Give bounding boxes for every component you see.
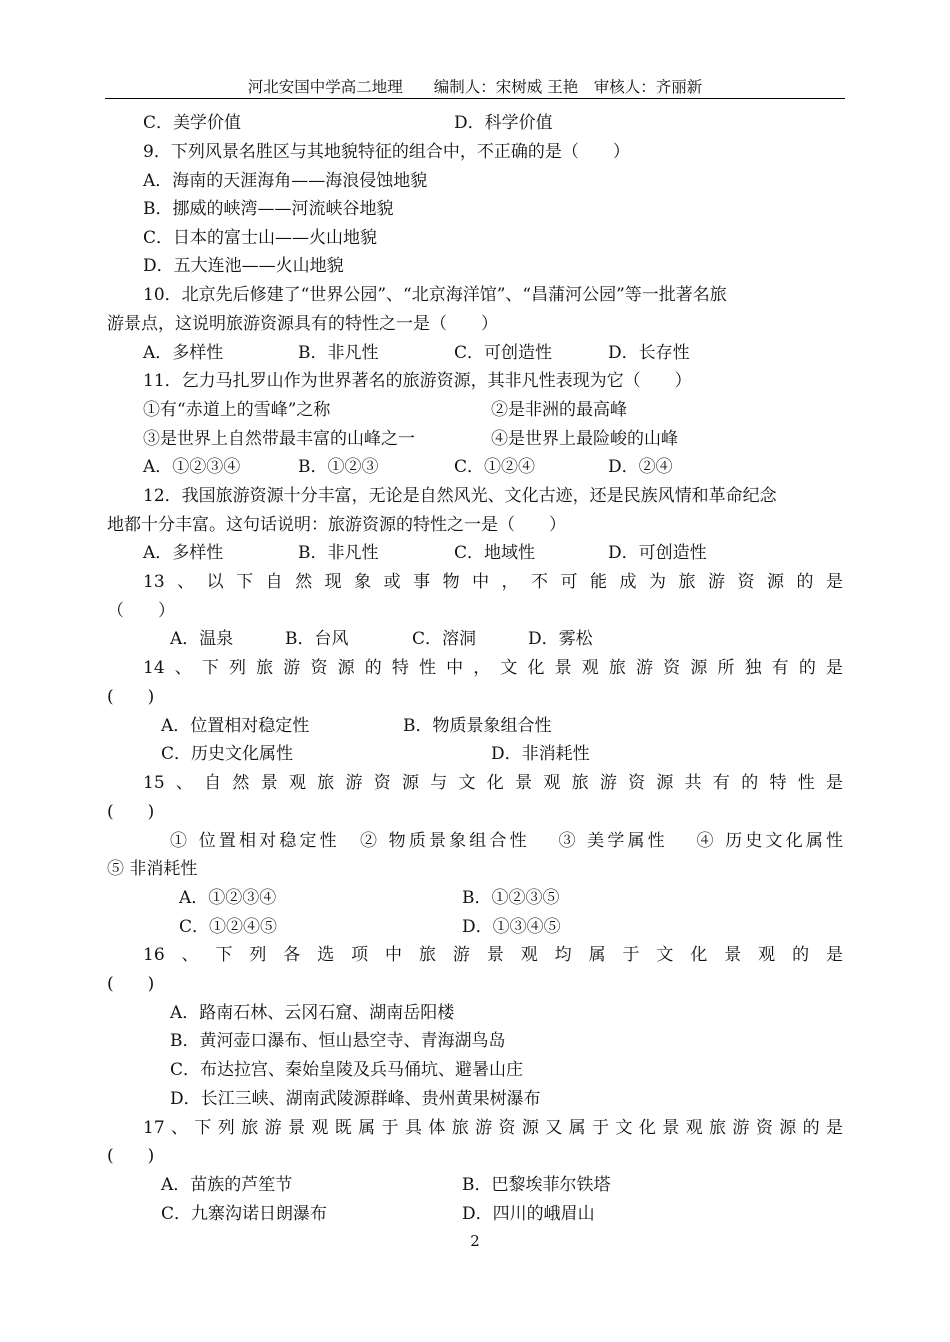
q11-item-3: ③是世界上自然带最丰富的山峰之一 <box>143 429 415 449</box>
q10-option-c: C．可创造性 <box>454 343 553 363</box>
q14-option-c: C．历史文化属性 <box>161 744 294 764</box>
q13-stem-line2: （ ） <box>107 601 175 621</box>
q11-stem: 11．乞力马扎罗山作为世界著名的旅游资源，其非凡性表现为它（ ） <box>143 371 692 391</box>
q17-option-d: D．四川的峨眉山 <box>462 1204 595 1224</box>
q9-option-d: D．五大连池——火山地貌 <box>143 256 344 276</box>
q15-option-a: A．①②③④ <box>179 888 277 908</box>
page-header: 河北安国中学高二地理 编制人：宋树威 王艳 审核人：齐丽新 <box>105 76 845 99</box>
q17-option-a: A．苗族的芦笙节 <box>161 1175 293 1195</box>
q11-option-b: B．①②③ <box>298 457 379 477</box>
q15-items-line2: ⑤ 非消耗性 <box>107 859 198 879</box>
q13-option-c: C．溶洞 <box>412 629 477 649</box>
q10-option-b: B．非凡性 <box>298 343 379 363</box>
page-number: 2 <box>470 1232 480 1250</box>
q16-stem-line1: 16、下列各选项中旅游景观均属于文化景观的是 <box>143 945 843 965</box>
q16-option-c: C．布达拉宫、秦始皇陵及兵马俑坑、避暑山庄 <box>170 1060 524 1080</box>
q16-option-a: A．路南石林、云冈石窟、湖南岳阳楼 <box>170 1003 455 1023</box>
q9-option-b: B．挪威的峡湾——河流峡谷地貌 <box>143 199 394 219</box>
q17-stem-line1: 17、下列旅游景观既属于具体旅游资源又属于文化景观旅游资源的是 <box>143 1118 843 1138</box>
q8-option-d: D．科学价值 <box>454 113 553 133</box>
q12-option-a: A．多样性 <box>143 543 224 563</box>
q9-option-c: C．日本的富士山——火山地貌 <box>143 228 378 248</box>
q14-option-a: A．位置相对稳定性 <box>161 716 310 736</box>
q11-option-d: D．②④ <box>608 457 673 477</box>
q14-stem-line2: ( ) <box>107 687 155 707</box>
q10-stem-line1: 10．北京先后修建了“世界公园”、“北京海洋馆”、“昌蒲河公园”等一批著名旅 <box>143 285 727 305</box>
q10-stem-line2: 游景点，这说明旅游资源具有的特性之一是（ ） <box>107 314 498 334</box>
q15-stem-line1: 15、自然景观旅游资源与文化景观旅游资源共有的特性是 <box>143 773 843 793</box>
q13-stem-line1: 13、以下自然现象或事物中，不可能成为旅游资源的是 <box>143 572 843 592</box>
q11-item-1: ①有“赤道上的雪峰”之称 <box>143 400 331 420</box>
q12-option-b: B．非凡性 <box>298 543 379 563</box>
q11-item-4: ④是世界上最险峻的山峰 <box>491 429 678 449</box>
q15-items-line1: ① 位置相对稳定性 ② 物质景象组合性 ③ 美学属性 ④ 历史文化属性 <box>170 831 843 851</box>
q11-item-2: ②是非洲的最高峰 <box>491 400 627 420</box>
q15-option-b: B．①②③⑤ <box>462 888 560 908</box>
q17-option-c: C．九寨沟诺日朗瀑布 <box>161 1204 328 1224</box>
q11-option-a: A．①②③④ <box>143 457 241 477</box>
q12-stem-line2: 地都十分丰富。这句话说明：旅游资源的特性之一是（ ） <box>107 515 566 535</box>
q10-option-d: D．长存性 <box>608 343 690 363</box>
q12-stem-line1: 12．我国旅游资源十分丰富，无论是自然风光、文化古迹，还是民族风情和革命纪念 <box>143 486 777 506</box>
q11-option-c: C．①②④ <box>454 457 536 477</box>
q14-option-d: D．非消耗性 <box>491 744 590 764</box>
q14-stem-line1: 14、下列旅游资源的特性中，文化景观旅游资源所独有的是 <box>143 658 843 678</box>
q13-option-d: D．雾松 <box>528 629 593 649</box>
q16-option-b: B．黄河壶口瀑布、恒山悬空寺、青海湖鸟岛 <box>170 1031 506 1051</box>
q15-option-d: D．①③④⑤ <box>462 917 561 937</box>
q16-option-d: D．长江三峡、湖南武陵源群峰、贵州黄果树瀑布 <box>170 1089 541 1109</box>
q17-stem-line2: ( ) <box>107 1146 155 1166</box>
q13-option-a: A．温泉 <box>170 629 234 649</box>
q12-option-c: C．地域性 <box>454 543 536 563</box>
q8-option-c: C．美学价值 <box>143 113 242 133</box>
q15-option-c: C．①②④⑤ <box>179 917 278 937</box>
q14-option-b: B．物质景象组合性 <box>403 716 552 736</box>
q16-stem-line2: ( ) <box>107 974 155 994</box>
q9-option-a: A．海南的天涯海角——海浪侵蚀地貌 <box>143 171 428 191</box>
q9-stem: 9．下列风景名胜区与其地貌特征的组合中，不正确的是（ ） <box>143 142 630 162</box>
q12-option-d: D．可创造性 <box>608 543 707 563</box>
q13-option-b: B．台风 <box>285 629 349 649</box>
q15-stem-line2: ( ) <box>107 802 155 822</box>
q17-option-b: B．巴黎埃菲尔铁塔 <box>462 1175 611 1195</box>
q10-option-a: A．多样性 <box>143 343 224 363</box>
